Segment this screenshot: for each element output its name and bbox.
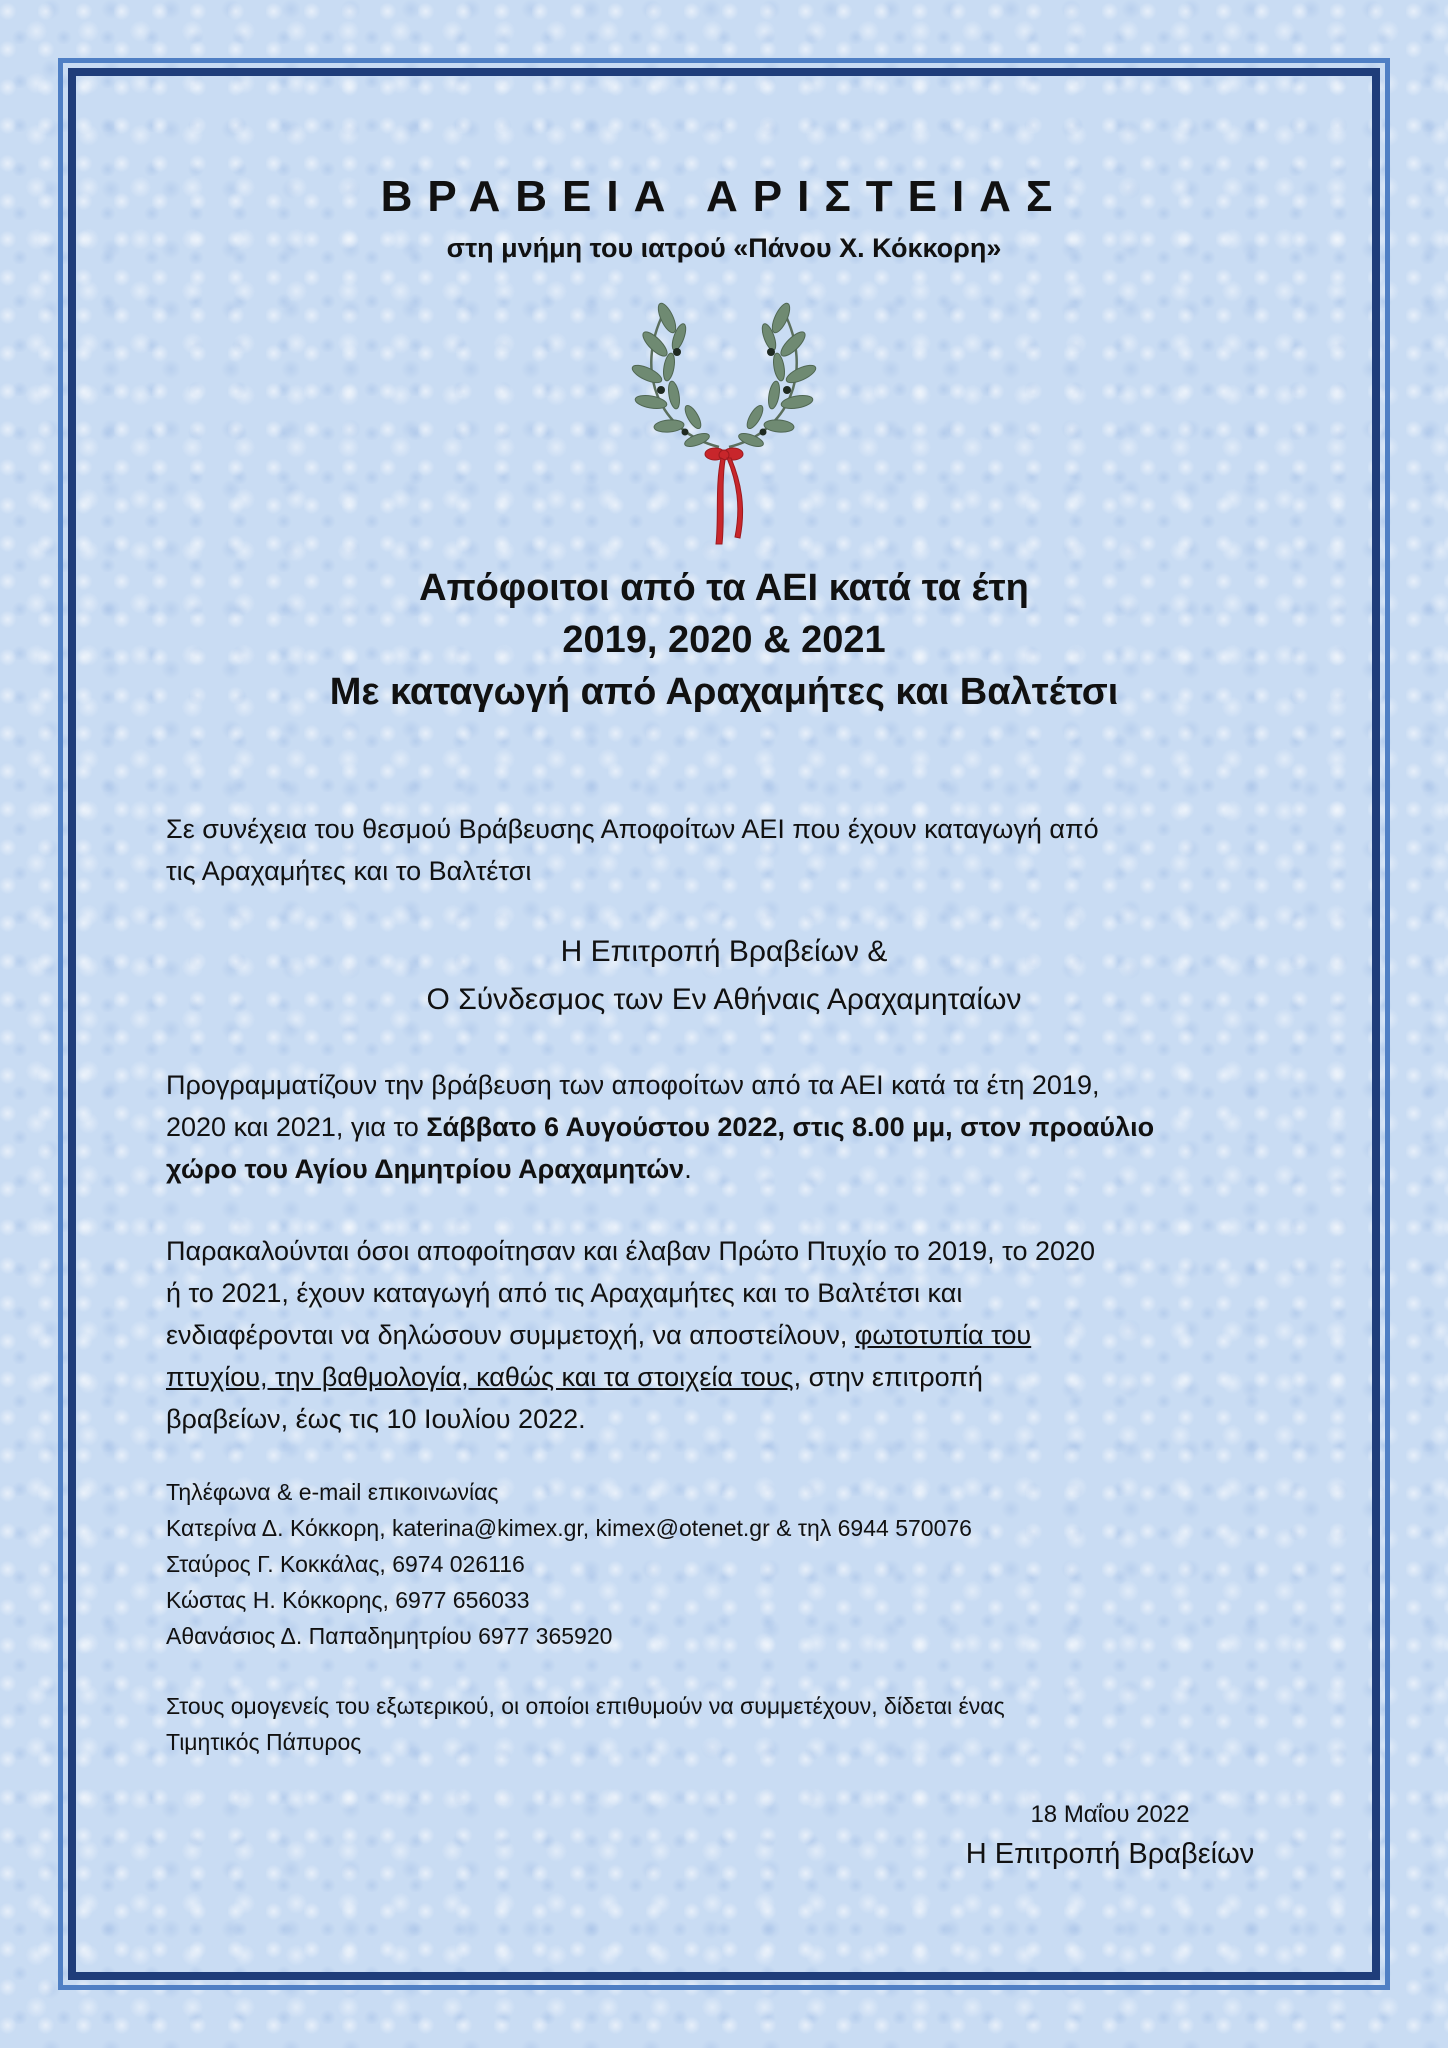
schedule-line-2-text: 2020 και 2021, για το	[166, 1112, 427, 1142]
organizers-line-2: Ο Σύνδεσμος των Εν Αθήναις Αραχαμηταίων	[426, 983, 1022, 1016]
headline-line-1: Απόφοιτοι από τα ΑΕΙ κατά τα έτη	[419, 567, 1029, 609]
schedule-line-1: Προγραμματίζουν την βράβευση των αποφοίτων από τα ΑΕΙ κατά τα έτη 2019,	[166, 1070, 1100, 1100]
schedule-line-2	[166, 1106, 1296, 1148]
contact-person: Κώστας Η. Κόκκορης, 6977 656033	[166, 1587, 530, 1613]
contact-person: Κατερίνα Δ. Κόκκορη, katerina@kimex.gr, kimex@otenet.gr & τηλ 6944 570076	[166, 1515, 972, 1541]
contacts-heading: Τηλέφωνα & e-mail επικοινωνίας	[166, 1479, 499, 1505]
contact-person: Σταύρος Γ. Κοκκάλας, 6974 026116	[166, 1551, 525, 1577]
headline-line-3: Με καταγωγή από Αραχαμήτες και Βαλτέτσι	[329, 671, 1119, 713]
request-line-3-text: ενδιαφέρονται να δηλώσουν συμμετοχή, να αποστείλουν,	[166, 1320, 855, 1350]
award-subtitle: στη μνήμη του ιατρού «Πάνου Χ. Κόκκορη»	[446, 233, 1002, 263]
schedule-paragraph	[166, 1064, 1296, 1190]
organizers-line-1: Η Επιτροπή Βραβείων &	[560, 935, 888, 968]
request-line-2: ή το 2021, έχουν καταγωγή από τις Αραχαμήτες και το Βαλτέτσι και	[166, 1278, 963, 1308]
schedule-line-3-end: .	[684, 1154, 692, 1184]
request-line-5: βραβείων, έως τις 10 Ιουλίου 2022.	[166, 1404, 586, 1434]
intro-line-1: Σε συνέχεια του θεσμού Βράβευσης Αποφοίτων ΑΕΙ που έχουν καταγωγή από	[166, 814, 1099, 844]
contacts-block	[166, 1474, 1296, 1654]
award-title: ΒΡΑΒΕΙΑ ΑΡΙΣΤΕΙΑΣ	[380, 172, 1068, 221]
required-documents-part-1: φωτοτυπία του	[854, 1320, 1032, 1350]
signature: Η Επιτροπή Βραβείων	[965, 1838, 1255, 1870]
schedule-line-3	[166, 1148, 1296, 1190]
request-line-4	[166, 1356, 1296, 1398]
abroad-line-1: Στους ομογενείς του εξωτερικού, οι οποίοι επιθυμούν να συμμετέχουν, δίδεται ένας	[166, 1693, 1005, 1719]
intro-line-2: τις Αραχαμήτες και το Βαλτέτσι	[166, 856, 532, 886]
contact-person: Αθανάσιος Δ. Παπαδημητρίου 6977 365920	[166, 1623, 613, 1649]
request-line-3	[166, 1314, 1296, 1356]
event-date-time: Σάββατο 6 Αυγούστου 2022, στις 8.00 μμ, στον προαύλιο	[426, 1112, 1155, 1142]
abroad-note	[166, 1688, 1296, 1760]
headline-line-2: 2019, 2020 & 2021	[562, 619, 886, 661]
request-line-4-text: , στην επιτροπή	[793, 1362, 983, 1392]
abroad-line-2: Τιμητικός Πάπυρος	[166, 1729, 362, 1755]
request-line-1: Παρακαλούνται όσοι αποφοίτησαν και έλαβαν Πρώτο Πτυχίο το 2019, το 2020	[166, 1236, 1096, 1266]
laurel-wreath-icon	[619, 292, 829, 552]
intro-paragraph	[166, 808, 1296, 892]
request-paragraph	[166, 1230, 1296, 1440]
document-date: 18 Μαΐου 2022	[1030, 1801, 1190, 1828]
required-documents-part-2: πτυχίου, την βαθμολογία, καθώς και τα στοιχεία τους	[166, 1362, 794, 1392]
event-location: χώρο του Αγίου Δημητρίου Αραχαμητών	[166, 1154, 685, 1184]
